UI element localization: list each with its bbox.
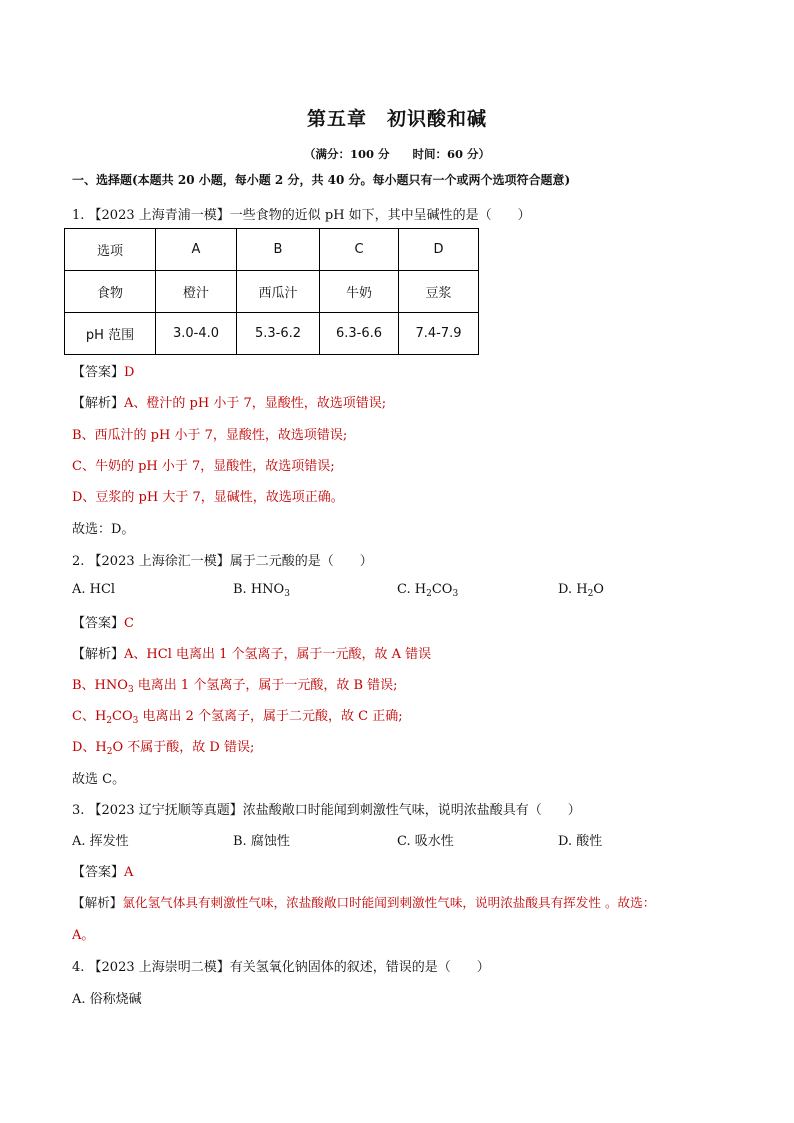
table-cell: 5.3-6.2	[237, 313, 320, 355]
q1-analysis-line: D、豆浆的 pH 大于 7，显碱性，故选项正确。	[72, 490, 344, 505]
table-row	[65, 313, 479, 355]
table-cell: D	[399, 229, 479, 271]
table-cell: pH 范围	[65, 313, 156, 355]
q4-stem: 4. 【2023 上海崇明二模】有关氢氧化钠固体的叙述，错误的是（ ）	[72, 960, 490, 975]
q2-analysis-line	[72, 643, 431, 662]
q3-option-d: D. 酸性	[558, 834, 603, 849]
table-cell: 橙汁	[156, 271, 237, 313]
table-cell: 选项	[65, 229, 156, 271]
table-row	[65, 271, 479, 313]
q1-analysis-line: C、牛奶的 pH 小于 7，显酸性，故选项错误;	[72, 459, 335, 474]
q4-option-a: A. 俗称烧碱	[72, 992, 142, 1007]
q1-analysis-line	[72, 392, 386, 411]
table-cell: 豆浆	[399, 271, 479, 313]
q3-analysis-line	[72, 892, 655, 911]
q2-option-d: D. $H_2O$	[558, 582, 604, 599]
page-subtitle: （满分：100 分 时间：60 分）	[303, 147, 490, 161]
answer-label: 【答案】	[72, 616, 125, 631]
q2-answer	[72, 612, 134, 631]
table-cell: B	[237, 229, 320, 271]
q2-option-c: C. $H_2CO_3$	[397, 582, 459, 599]
analysis-text: 氯化氢气体具有刺激性气味，浓盐酸敞口时能闻到刺激性气味，说明浓盐酸具有挥发性 。故选：	[122, 895, 656, 910]
q2-analysis-line: C、$H_2CO_3$ 电离出 2 个氢离子，属于二元酸，故 C 正确;	[72, 709, 403, 726]
analysis-text: A、橙汁的 pH 小于 7，显酸性，故选项错误;	[124, 396, 387, 411]
table-cell: 3.0-4.0	[156, 313, 237, 355]
table-cell: 食物	[65, 271, 156, 313]
analysis-text: A、HCl 电离出 1 个氢离子，属于一元酸，故 A 错误	[124, 647, 432, 662]
q3-option-a: A. 挥发性	[72, 834, 129, 849]
page-title: 第五章 初识酸和碱	[306, 108, 487, 130]
q1-food-ph-table	[64, 228, 479, 355]
q3-analysis-line: A。	[72, 928, 95, 943]
q2-option-b: B. $HNO_3$	[233, 582, 290, 599]
q2-analysis-line: D、$H_2O$ 不属于酸，故 D 错误;	[72, 740, 255, 757]
answer-value: A	[124, 865, 134, 880]
table-cell: C	[320, 229, 399, 271]
section-heading: 一、选择题(本题共 20 小题，每小题 2 分，共 40 分。每小题只有一个或两个选项符合题意)	[72, 173, 571, 187]
q2-stem: 2. 【2023 上海徐汇一模】属于二元酸的是（ ）	[72, 554, 373, 569]
answer-value: C	[124, 616, 134, 631]
table-cell: 7.4-7.9	[399, 313, 479, 355]
table-cell: A	[156, 229, 237, 271]
q3-option-c: C. 吸水性	[397, 834, 454, 849]
q3-option-b: B. 腐蚀性	[233, 834, 290, 849]
q1-conclusion: 故选：D。	[72, 522, 135, 537]
answer-value: D	[124, 365, 135, 380]
answer-label: 【答案】	[72, 865, 125, 880]
q3-stem: 3. 【2023 辽宁抚顺等真题】浓盐酸敞口时能闻到刺激性气味，说明浓盐酸具有（ ）	[72, 803, 581, 818]
q3-answer	[72, 861, 133, 880]
answer-label: 【答案】	[72, 365, 125, 380]
analysis-label: 【解析】	[72, 396, 125, 411]
q2-analysis-line: B、$HNO_3$ 电离出 1 个氢离子，属于一元酸，故 B 错误;	[72, 678, 398, 695]
q2-conclusion: 故选 C。	[72, 772, 126, 787]
analysis-label: 【解析】	[72, 895, 123, 910]
q1-stem: 1. 【2023 上海青浦一模】一些食物的近似 pH 如下，其中呈碱性的是（ ）	[72, 208, 531, 223]
table-cell: 牛奶	[320, 271, 399, 313]
table-cell: 西瓜汁	[237, 271, 320, 313]
q1-analysis-line: B、西瓜汁的 pH 小于 7，显酸性，故选项错误;	[72, 428, 348, 443]
table-cell: 6.3-6.6	[320, 313, 399, 355]
q1-answer	[72, 361, 134, 380]
table-row	[65, 229, 479, 271]
q2-option-a: A. HCl	[72, 582, 116, 597]
analysis-label: 【解析】	[72, 647, 125, 662]
